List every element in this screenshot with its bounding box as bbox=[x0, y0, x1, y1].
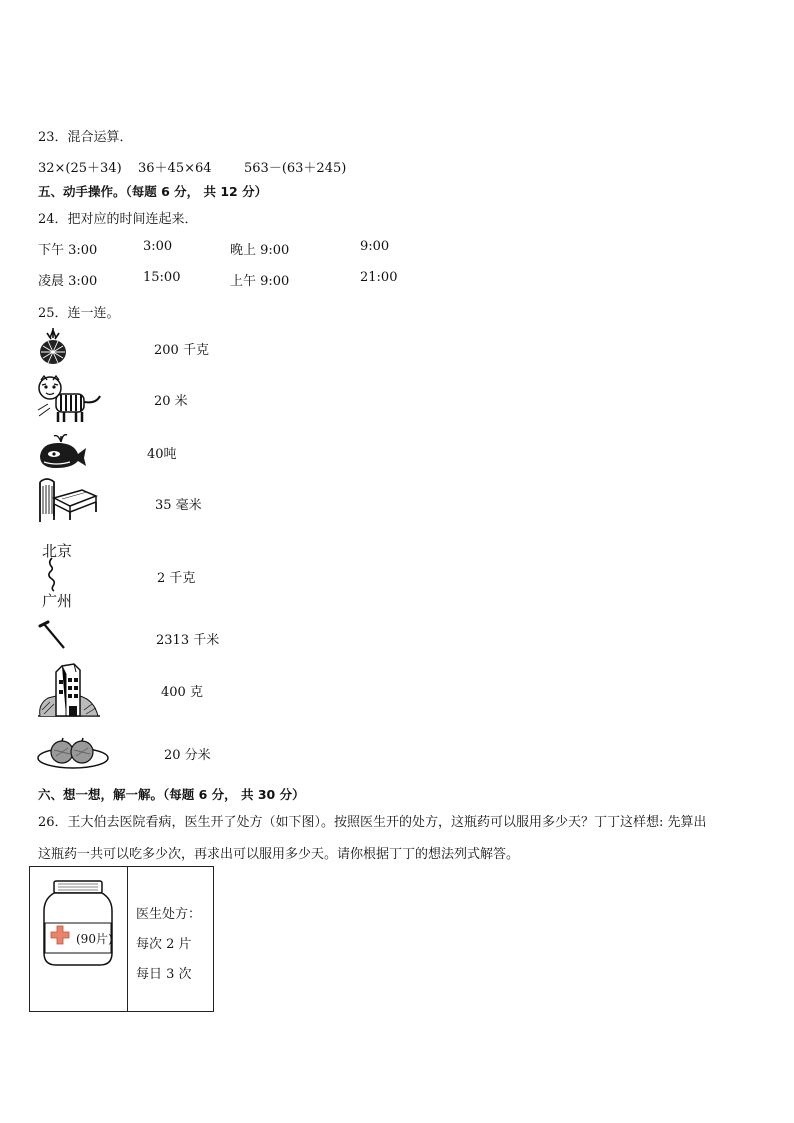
figure-divider bbox=[127, 867, 128, 1011]
q24-r2-c2: 15:00 bbox=[143, 270, 181, 285]
rx-frequency: 每日 3 次 bbox=[136, 967, 192, 982]
q24-r1-c2: 3:00 bbox=[143, 239, 173, 254]
q25-label-6: 2313 千米 bbox=[156, 633, 220, 648]
rx-title: 医生处方： bbox=[136, 907, 202, 922]
q24-r2-c4: 21:00 bbox=[360, 270, 398, 285]
q24-r2-c1: 凌晨 3:00 bbox=[38, 274, 98, 289]
q25-label-7: 400 克 bbox=[161, 685, 203, 700]
q23-expr-3: 563－(63＋245) bbox=[244, 161, 347, 176]
q25-label-8: 20 分米 bbox=[164, 748, 211, 763]
q25-label-1: 200 千克 bbox=[154, 343, 209, 358]
q23-expr-2: 36＋45×64 bbox=[138, 161, 212, 176]
q24-r1-c3: 晚上 9:00 bbox=[230, 243, 290, 258]
q24-r2-c3: 上午 9:00 bbox=[230, 274, 290, 289]
section-5-heading: 五、动手操作。（每题 6 分， 共 12 分） bbox=[38, 184, 268, 199]
q23-title: 23．混合运算． bbox=[38, 130, 133, 145]
map-label-guangzhou: 广州 bbox=[42, 592, 73, 610]
q25-label-4: 35 毫米 bbox=[155, 498, 202, 513]
building-icon bbox=[36, 662, 102, 718]
map-label-beijing: 北京 bbox=[42, 542, 73, 560]
section-6-heading: 六、想一想，解一解。（每题 6 分， 共 30 分） bbox=[38, 787, 305, 802]
nail-icon bbox=[36, 620, 68, 652]
prescription-figure bbox=[29, 866, 214, 1012]
q26-text-line-2: 这瓶药一共可以吃多少次，再求出可以服用多少天。请你根据丁丁的想法列式解答。 bbox=[38, 847, 520, 862]
bottle-label: (90片) bbox=[76, 932, 113, 946]
rx-dose: 每次 2 片 bbox=[136, 937, 192, 952]
map-route-icon bbox=[42, 556, 76, 592]
tiger-icon bbox=[36, 374, 102, 424]
pineapple-icon bbox=[36, 328, 70, 366]
q25-label-3: 40吨 bbox=[147, 447, 177, 462]
fruit-plate-icon bbox=[36, 732, 110, 770]
q26-text-line-1: 26．王大伯去医院看病，医生开了处方（如下图）。按照医生开的处方，这瓶药可以服用多少天？丁丁这样想: 先算出 bbox=[38, 815, 707, 830]
q24-r1-c1: 下午 3:00 bbox=[38, 243, 98, 258]
medicine-bottle-icon bbox=[40, 879, 116, 967]
q25-title: 25．连一连。 bbox=[38, 306, 120, 321]
q25-label-2: 20 米 bbox=[154, 394, 188, 409]
q24-title: 24．把对应的时间连起来． bbox=[38, 212, 198, 227]
q25-label-5: 2 千克 bbox=[157, 571, 196, 586]
q24-r1-c4: 9:00 bbox=[360, 239, 390, 254]
q23-expr-1: 32×(25＋34) bbox=[38, 161, 122, 176]
bed-icon bbox=[36, 476, 98, 524]
whale-icon bbox=[36, 430, 88, 470]
